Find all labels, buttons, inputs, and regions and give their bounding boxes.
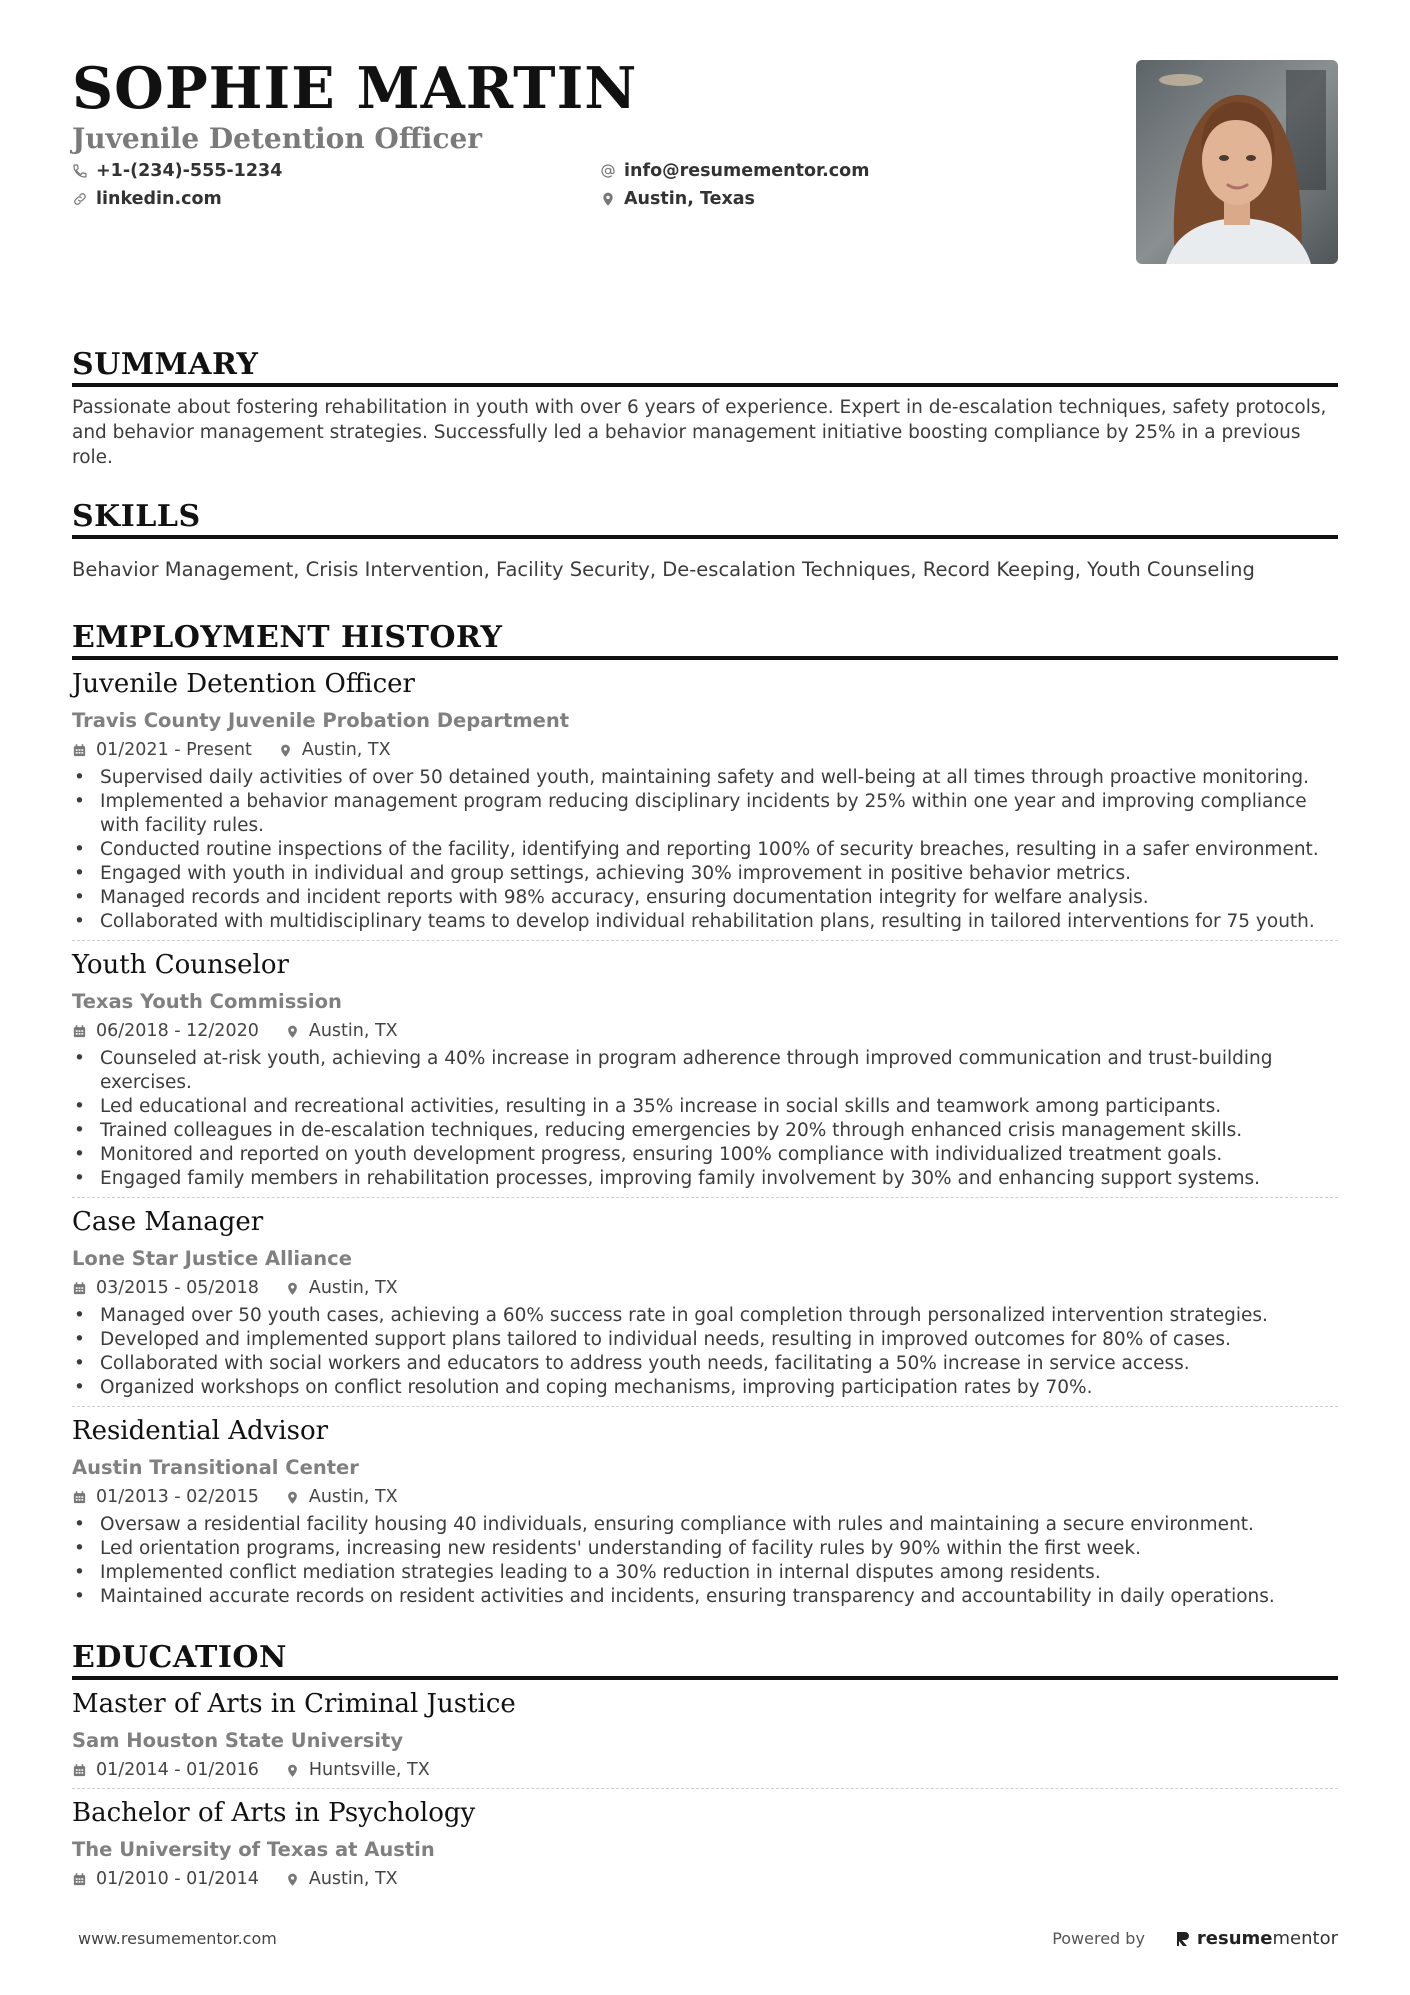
skills-section [72,500,1338,583]
company-name: Texas Youth Commission [72,990,342,1013]
bullet-item: • Counseled at-risk youth, achieving a 40% increase in program adherence through improved communication and trust-building exercises. [72,1047,1338,1095]
bullet-item: • Oversaw a residential facility housing 40 individuals, ensuring compliance with rules and maintaining a secure environment. [72,1513,1338,1537]
job-bullets [72,1047,1338,1191]
calendar-icon [72,1024,87,1039]
bullet-item: • Implemented a behavior management program reducing disciplinary incidents by 25% within one year and improving compliance with facility rules. [72,790,1338,838]
job-entry [72,1415,1338,1615]
education-heading: EDUCATION [72,1641,1338,1680]
location-pin-icon [285,1872,300,1887]
bullet-item: • Managed records and incident reports with 98% accuracy, ensuring documentation integrity for welfare analysis. [72,886,1338,910]
job-entry [72,949,1338,1198]
phone-icon [72,163,88,179]
job-meta [72,1485,1338,1509]
employment-heading: EMPLOYMENT HISTORY [72,621,1338,660]
location-pin-icon [600,191,616,207]
job-meta [72,1276,1338,1300]
job-title: Residential Advisor [72,1416,329,1446]
job-location: Austin, TX [308,1487,398,1507]
contact-linkedin[interactable] [72,188,600,210]
location-text: Austin, Texas [624,189,755,209]
skills-heading: SKILLS [72,500,1338,539]
bullet-item: • Managed over 50 youth cases, achieving a 60% success rate in goal completion through personalized intervention strategies. [72,1304,1338,1328]
link-icon [72,191,88,207]
school-name: Sam Houston State University [72,1729,404,1752]
job-meta [72,738,1338,762]
company-name: Lone Star Justice Alliance [72,1247,352,1270]
bullet-item: • Organized workshops on conflict resolution and coping mechanisms, improving participation rates by 70%. [72,1376,1338,1400]
education-location: Huntsville, TX [308,1760,430,1780]
school-name: The University of Texas at Austin [72,1838,435,1861]
powered-by-text: Powered by [1052,1929,1145,1948]
location-pin-icon [285,1024,300,1039]
education-dates: 01/2010 - 01/2014 [96,1869,259,1889]
contact-phone[interactable] [72,160,600,182]
job-list [72,668,1338,1615]
job-location-group [285,1487,398,1507]
calendar-icon [72,1763,87,1778]
education-location-group [285,1760,430,1780]
education-section [72,1641,1338,1897]
job-bullets [72,766,1338,934]
job-dates: 01/2021 - Present [96,740,252,760]
summary-section [72,348,1338,470]
profile-photo-portrait [1136,60,1338,264]
location-pin-icon [278,743,293,758]
phone-text: +1-(234)-555-1234 [96,161,283,181]
degree-title: Master of Arts in Criminal Justice [72,1689,516,1719]
calendar-icon [72,1281,87,1296]
linkedin-text: linkedin.com [96,189,222,209]
bullet-item: • Supervised daily activities of over 50 detained youth, maintaining safety and well-being at all times through proactive monitoring. [72,766,1338,790]
location-pin-icon [285,1763,300,1778]
job-location: Austin, TX [308,1278,398,1298]
location-pin-icon [285,1490,300,1505]
bullet-item: • Developed and implemented support plans tailored to individual needs, resulting in improved outcomes for 80% of cases. [72,1328,1338,1352]
education-meta [72,1867,1338,1891]
bullet-item: • Engaged family members in rehabilitation processes, improving family involvement by 30% and enhancing support systems. [72,1167,1338,1191]
company-name: Travis County Juvenile Probation Department [72,709,570,732]
bullet-item: • Collaborated with social workers and educators to address youth needs, facilitating a 50% increase in service access. [72,1352,1338,1376]
education-meta [72,1758,1338,1782]
job-location-group [285,1278,398,1298]
job-dates: 06/2018 - 12/2020 [96,1021,259,1041]
contact-info [72,160,972,210]
education-entry [72,1797,1338,1897]
contact-location [600,188,972,210]
contact-email[interactable] [600,160,972,182]
page-footer [78,1928,1338,1949]
bullet-item: • Conducted routine inspections of the facility, identifying and reporting 100% of security breaches, resulting in a safer environment. [72,838,1338,862]
bullet-item: • Collaborated with multidisciplinary teams to develop individual rehabilitation plans, resulting in tailored interventions for 75 youth. [72,910,1338,934]
brand-logo[interactable] [1175,1928,1338,1949]
bullet-item: • Implemented conflict mediation strategies leading to a 30% reduction in internal disputes among residents. [72,1561,1338,1585]
profile-photo [1136,60,1338,264]
employment-section [72,621,1338,1615]
candidate-name: SOPHIE MARTIN [72,55,638,122]
job-title: Youth Counselor [72,950,289,980]
degree-title: Bachelor of Arts in Psychology [72,1798,476,1828]
brand-bold-text: resume [1196,1928,1273,1949]
bullet-item: • Maintained accurate records on resident activities and incidents, ensuring transparency and accountability in daily operations. [72,1585,1338,1609]
candidate-role: Juvenile Detention Officer [72,122,483,155]
job-dates: 01/2013 - 02/2015 [96,1487,259,1507]
job-entry [72,668,1338,941]
bullet-item: • Monitored and reported on youth development progress, ensuring 100% compliance with individualized treatment goals. [72,1143,1338,1167]
job-location-group [278,740,391,760]
at-icon [600,163,616,179]
job-title: Juvenile Detention Officer [72,669,415,699]
summary-text: Passionate about fostering rehabilitation in youth with over 6 years of experience. Expert in de-escalation techniques, safety protocols, and behavior management strategies. Successfully led a behavior management initiative boosting compliance by 25% in a previous role. [72,397,1327,468]
skills-text: Behavior Management, Crisis Intervention, Facility Security, De-escalation Techniques, Record Keeping, Youth Counseling [72,558,1255,581]
job-location: Austin, TX [308,1021,398,1041]
education-dates: 01/2014 - 01/2016 [96,1760,259,1780]
job-location-group [285,1021,398,1041]
calendar-icon [72,1872,87,1887]
bullet-item: • Trained colleagues in de-escalation techniques, reducing emergencies by 20% through enhanced crisis management skills. [72,1119,1338,1143]
education-entry [72,1688,1338,1789]
job-bullets [72,1304,1338,1400]
resumementor-logo-icon [1175,1930,1191,1948]
job-location: Austin, TX [301,740,391,760]
education-location: Austin, TX [308,1869,398,1889]
job-title: Case Manager [72,1207,264,1237]
job-meta [72,1019,1338,1043]
bullet-item: • Engaged with youth in individual and group settings, achieving 30% improvement in positive behavior metrics. [72,862,1338,886]
calendar-icon [72,743,87,758]
resume-header [72,55,1338,290]
bullet-item: • Led orientation programs, increasing new residents' understanding of facility rules by 90% within the first week. [72,1537,1338,1561]
job-bullets [72,1513,1338,1609]
education-list [72,1688,1338,1897]
job-dates: 03/2015 - 05/2018 [96,1278,259,1298]
calendar-icon [72,1490,87,1505]
job-entry [72,1206,1338,1407]
footer-branding [1052,1928,1338,1949]
summary-heading: SUMMARY [72,348,1338,387]
footer-website[interactable]: www.resumementor.com [78,1929,277,1948]
company-name: Austin Transitional Center [72,1456,359,1479]
education-location-group [285,1869,398,1889]
brand-rest-text: mentor [1272,1928,1338,1949]
bullet-item: • Led educational and recreational activities, resulting in a 35% increase in social skills and teamwork among participants. [72,1095,1338,1119]
location-pin-icon [285,1281,300,1296]
email-text: info@resumementor.com [624,161,870,181]
